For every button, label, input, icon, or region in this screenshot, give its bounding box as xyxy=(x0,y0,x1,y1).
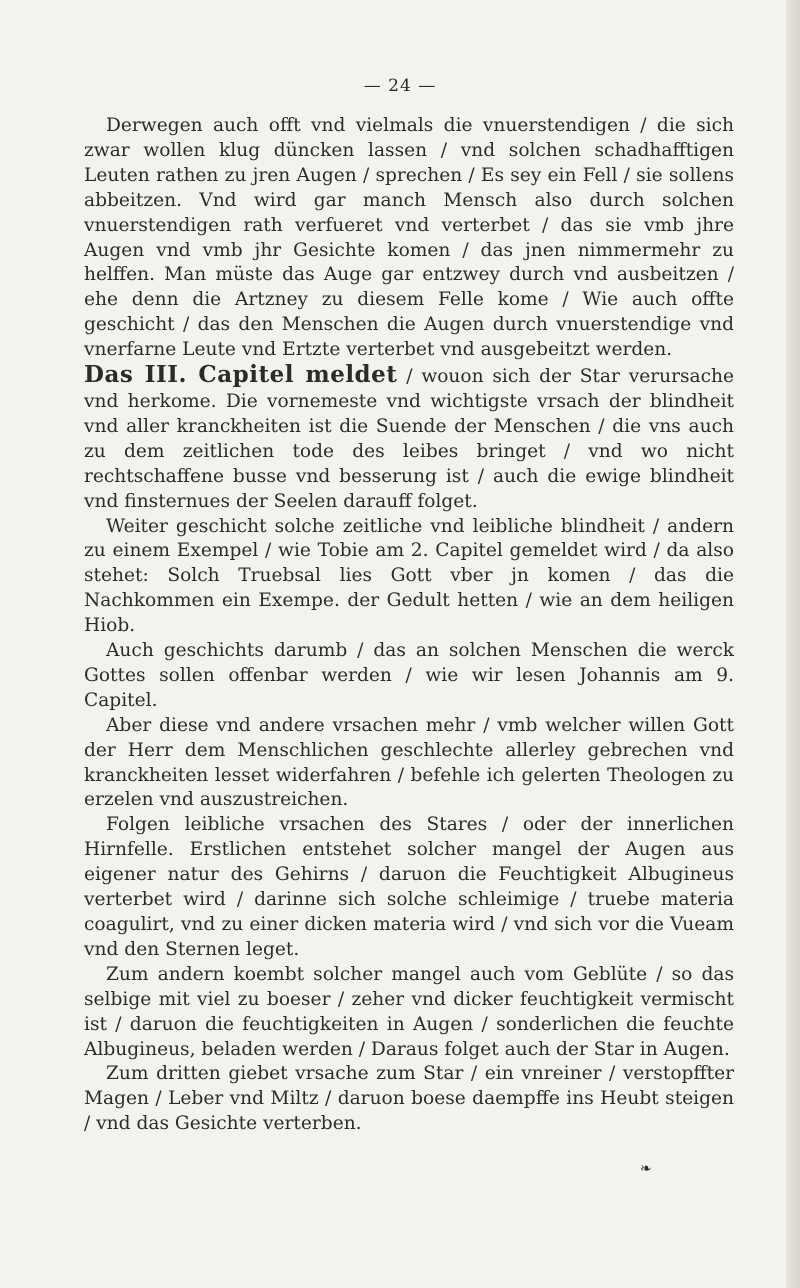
paragraph: Zum dritten giebet vrsache zum Star / ein vnreiner / verstopffter Magen / Leber vnd Miltz / daruon boese daempffe ins Heubt steigen / vnd das Gesichte verterben. xyxy=(84,1063,734,1135)
text-block xyxy=(84,114,734,1137)
printer-ornament: ❧ xyxy=(640,1161,652,1177)
chapter-heading-paragraph xyxy=(84,363,734,514)
page-edge xyxy=(786,0,800,1288)
chapter-intro-text: / wouon sich der Star verursache vnd herkome. Die vornemeste vnd wichtigste vrsach der blindheit vnd aller kranckheiten ist die Suende der Menschen / die vns auch zu dem zeitlichen tode des leibes bringet / vnd wo nicht rechtschaffene busse vnd besserung ist / auch die ewige blindheit vnd finsternues der Seelen darauff folget. xyxy=(84,366,734,512)
chapter-title: Das III. Capitel meldet xyxy=(84,361,398,389)
paragraph: Aber diese vnd andere vrsachen mehr / vmb welcher willen Gott der Herr dem Menschlichen geschlechte allerley gebrechen vnd kranckheiten lesset widerfahren / befehle ich gelerten Theologen zu erzelen vnd auszustreichen. xyxy=(84,714,734,811)
paragraph: Auch geschichts darumb / das an solchen Menschen die werck Gottes sollen offenbar werden / wie wir lesen Johannis am 9. Capitel. xyxy=(84,640,734,711)
paragraph: Folgen leibliche vrsachen des Stares / oder der innerlichen Hirnfelle. Erstlichen entstehet solcher mangel der Augen aus eigener natur des Gehirns / daruon die Feuchtigkeit Albugineus verterbet wird / darinne sich solche schleimige / truebe materia coagulirt, vnd zu einer dicken materia wird / vnd sich vor die Vueam vnd den Sternen leget. xyxy=(84,814,734,960)
page-number: — 24 — xyxy=(363,76,437,96)
paragraph: Derwegen auch offt vnd vielmals die vnuerstendigen / die sich zwar wollen klug düncken lassen / vnd solchen schadhafftigen Leuten rathen zu jren Augen / sprechen / Es sey ein Fell / sie sollens abbeitzen. Vnd wird gar manch Mensch also durch solchen vnuerstendigen rath verfueret vnd verterbet / das sie vmb jhre Augen vnd vmb jhr Gesichte komen / das jnen nimmermehr zu helffen. Man müste das Auge gar entzwey durch vnd ausbeitzen / ehe denn die Artzney zu diesem Felle kome / Wie auch offte geschicht / das den Menschen die Augen durch vnuerstendige vnd vnerfarne Leute vnd Ertzte verterbet vnd ausgebeitzt werden. xyxy=(84,115,734,361)
paragraph: Zum andern koembt solcher mangel auch vom Geblüte / so das selbige mit viel zu boeser / zeher vnd dicker feuchtigkeit vermischt ist / daruon die feuchtigkeiten in Augen / sonderlichen die feuchte Albugineus, beladen werden / Daraus folget auch der Star in Augen. xyxy=(84,963,734,1060)
paragraph: Weiter geschicht solche zeitliche vnd leibliche blindheit / andern zu einem Exempel / wie Tobie am 2. Capitel gemeldet wird / da also stehet: Solch Truebsal lies Gott vber jn komen / das die Nachkommen ein Exempe. der Gedult hetten / wie an dem heiligen Hiob. xyxy=(84,515,734,637)
